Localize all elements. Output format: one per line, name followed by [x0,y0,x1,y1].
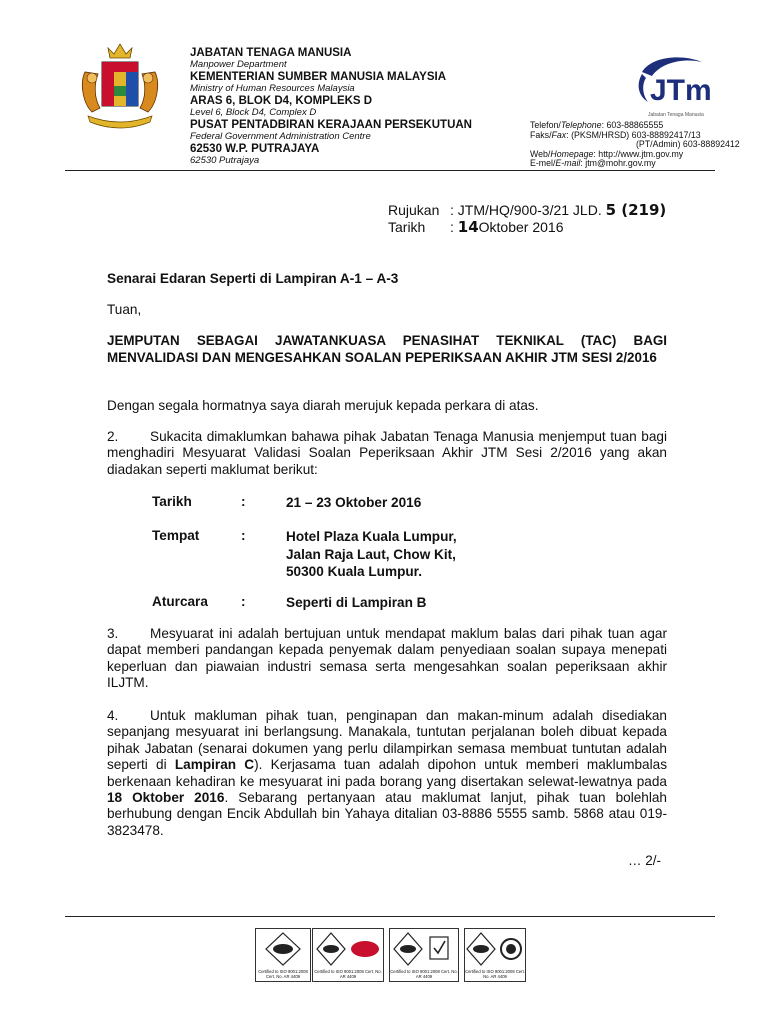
page-continuation: … 2/- [628,853,662,868]
letterhead-line: KEMENTERIAN SUMBER MANUSIA MALAYSIA [190,71,446,83]
reference-rujukan: Rujukan : JTM/HQ/900-3/21 JLD. 5 (219) [388,201,667,219]
letterhead-line: JABATAN TENAGA MANUSIA [190,47,352,59]
iso-cert-badge: Certified to ISO 9001:2008 Cert. No. AR 4409 [255,928,311,982]
recipient-line: Senarai Edaran Seperti di Lampiran A-1 – A-3 [107,271,399,286]
jtm-logo [612,50,718,112]
letterhead-line: PUSAT PENTADBIRAN KERAJAAN PERSEKUTUAN [190,119,472,131]
paragraph-1: Dengan segala hormatnya saya diarah merujuk kepada perkara di atas. [107,398,539,413]
iso-cert-badge: Certified to ISO 9001:2008 Cert. No. AR 4409 [389,928,459,982]
paragraph-4: 4. Untuk makluman pihak tuan, penginapan dan makan-minum adalah disediakan sepanjang mesyuarat ini berlangsung. Manakala, tuntutan perjalanan boleh dibuat kepada pihak Jabatan (senarai dokumen yang perlu dilampirkan semasa membuat tuntutan adalah seperti di Lampiran C). Kerjasama tuan adalah dipohon untuk memberi maklumbalas berkenaan kehadiran ke mesyuarat ini pada borang yang disertakan selewat-lewatnya pada 18 Oktober 2016. Sebarang pertanyaan atau maklumat lanjut, pihak tuan bolehlah berhubung dengan Encik Abdullah bin Yahaya ditalian 03-8886 5555 samb. 5868 atau 019-3823478. [107,708,667,838]
detail-tempat-value: Hotel Plaza Kuala Lumpur, Jalan Raja Laut, Chow Kit, 50300 Kuala Lumpur. [286,529,457,579]
paragraph-2: 2. Sukacita dimaklumkan bahawa pihak Jabatan Tenaga Manusia menjemput tuan bagi menghadiri Mesyuarat Validasi Soalan Peperiksaan Akhir JTM Sesi 2/2016 yang akan diadakan seperti maklumat berikut: [107,429,667,477]
footer-divider [65,916,715,917]
letterhead-line: 62530 W.P. PUTRAJAYA [190,143,320,155]
contact-fax: Faks/Fax: (PKSM/HRSD) 603-88892417/13 [530,129,701,140]
detail-colon: : [241,528,246,543]
paragraph-3: 3. Mesyuarat ini adalah bertujuan untuk mendapat maklum balas dari pihak tuan agar dapat memberi pandangan kepada penyemak dalam penyediaan soalan supaya menepati keperluan dan piawaian industri semasa serta mengesahkan soalan peperiksaan akhir ILJTM. [107,626,667,691]
detail-colon: : [241,494,246,509]
handwritten-reference: 5 (219) [605,201,667,219]
letterhead-line: 62530 Putrajaya [190,155,260,166]
jtm-logo-subtext: Jabatan Tenaga Manusia [648,112,704,118]
jtm-logo-text: JTm [650,74,712,107]
iso-cert-badge: Certified to ISO 9001:2008 Cert. No. AR 4409 [464,928,526,982]
letterhead-line: Ministry of Human Resources Malaysia [190,82,355,94]
iso-cert-badge: Certified to ISO 9001:2008 Cert. No. AR 4409 [312,928,384,982]
handwritten-day: 14 [457,218,479,236]
contact-web: Web/Homepage: http://www.jtm.gov.my [530,148,684,159]
detail-colon: : [241,594,246,609]
detail-tempat-label: Tempat [152,528,200,543]
letterhead-divider [65,170,715,171]
detail-aturcara-value: Seperti di Lampiran B [286,595,427,610]
detail-tarikh-value: 21 – 23 Oktober 2016 [286,495,422,510]
coat-of-arms-crest [70,42,170,132]
detail-aturcara-label: Aturcara [152,594,208,609]
letterhead-line: Level 6, Block D4, Complex D [190,107,317,118]
contact-telephone: Telefon/Telephone: 603-88865555 [530,120,664,130]
reference-tarikh: Tarikh : 14Oktober 2016 [388,218,564,236]
letterhead-line: Manpower Department [190,58,287,70]
letterhead-line: Federal Government Administration Centre [190,131,371,142]
contact-email: E-mel/E-mail: jtm@mohr.gov.my [530,158,656,168]
letter-subject: JEMPUTAN SEBAGAI JAWATANKUASA PENASIHAT TEKNIKAL (TAC) BAGI MENVALIDASI DAN MENGESAHKAN SOALAN PEPERIKSAAN AKHIR JTM SESI 2/2016 [107,333,667,365]
salutation: Tuan, [107,302,142,317]
letterhead-line: ARAS 6, BLOK D4, KOMPLEKS D [190,95,373,107]
contact-fax-2: (PT/Admin) 603-88892412 [636,139,740,149]
detail-tarikh-label: Tarikh [152,494,192,509]
